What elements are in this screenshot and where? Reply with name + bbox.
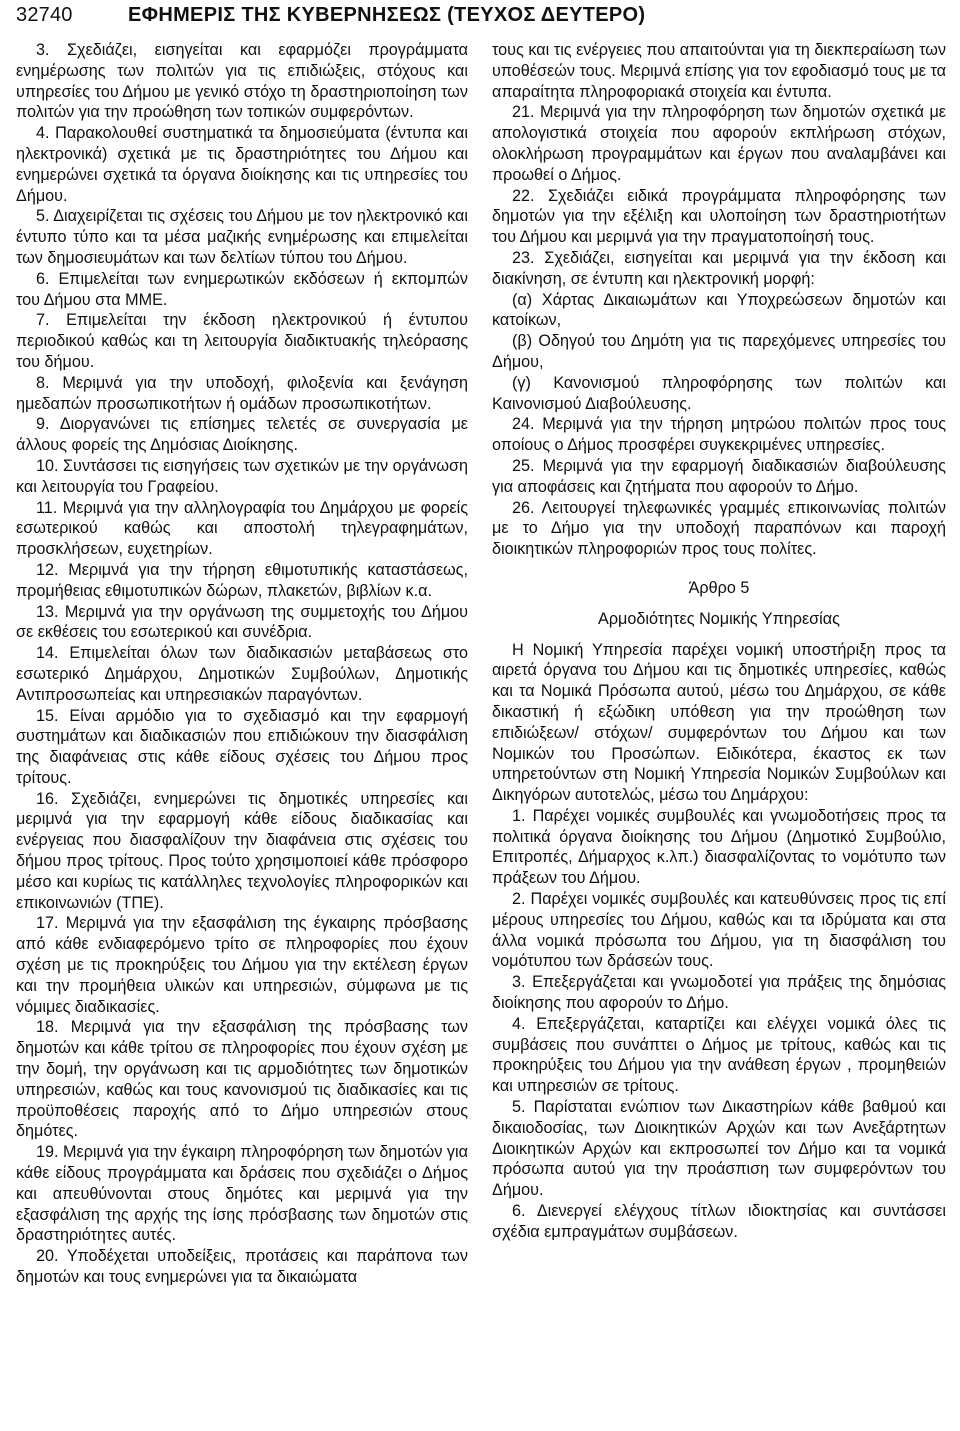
paragraph: 23. Σχεδιάζει, εισηγείται και μεριμνά για την έκδοση και διακίνηση, σε έντυπη και ηλεκτρονική μορφή: [492,248,946,288]
paragraph: 18. Μεριμνά για την εξασφάλιση της πρόσβασης των δημοτών και κάθε τρίτου σε πληροφορίες που έχουν σχέση με την δομή, την οργάνωση και τις αρμοδιότητες των δημοτικών υπηρεσιών, καθώς και τους κανονισμού τις διαδικασίες και τις προϋποθέσεις παροχής από το Δήμο υπηρεσιών στους δημότες. [16,1018,468,1141]
paragraph: 9. Διοργανώνει τις επίσημες τελετές σε συνεργασία με άλλους φορείς της Δημόσιας Διοίκησης. [16,415,468,455]
paragraph: 7. Επιμελείται την έκδοση ηλεκτρονικού ή έντυπου περιοδικού καθώς και τη λειτουργία διαδικτυακής τηλεόρασης του δήμου. [16,311,468,371]
paragraph: 12. Μεριμνά για την τήρηση εθιμοτυπικής καταστάσεως, προμήθειας εθιμοτυπικών δώρων, πλακετών, βιβλίων κ.α. [16,560,468,600]
paragraph: 5. Παρίσταται ενώπιον των Δικαστηρίων κάθε βαθμού και δικαιοδοσίας, των Διοικητικών Αρχών και των Ανεξάρτητων Διοικητικών Αρχών και εκπροσωπεί τον Δήμο και τα νομικά πρόσωπα αυτού για την προάσπιση των συμφερόντων του Δήμου. [492,1098,946,1200]
paragraph: 15. Είναι αρμόδιο για το σχεδιασμό και την εφαρμογή συστημάτων και διαδικασιών που επιδιώκουν την διασφάλιση της διαφάνειας στις κάθε είδους σχέσεις του Δήμου προς τρίτους. [16,706,468,787]
paragraph: 1. Παρέχει νομικές συμβουλές και γνωμοδοτήσεις προς τα πολιτικά όργανα διοίκησης του Δήμου (Δημοτικό Συμβούλιο, Επιτροπές, Δήμαρχος κ.λπ.) διασφαλίζοντας το νομότυπο των πράξεων του Δήμου. [492,806,946,888]
paragraph: 17. Μεριμνά για την εξασφάλιση της έγκαιρης πρόσβασης από κάθε ενδιαφερόμενο τρίτο σε πληροφορίες που έχουν σχέση με τις προκηρύξεις του Δήμου για την εκτέλεση έργων και την προμήθεια υλικών και υπηρεσιών, σύμφωνα με τις νόμιμες διαδικασίες. [16,914,468,1016]
paragraph: 19. Μεριμνά για την έγκαιρη πληροφόρηση των δημοτών για κάθε είδους προγράμματα και δράσεις που σχεδιάζει ο Δήμος και απευθύνονται στους δημότες και μεριμνά για την εξασφάλιση της αρχής της ίσης πρόσβασης των δημοτών στις δραστηριότητες αυτές. [16,1143,468,1245]
paragraph: τους και τις ενέργειες που απαιτούνται για τη διεκπεραίωση των υποθέσεών τους. Μεριμνά επίσης για τον εφοδιασμό τους με τα απαραίτητα πληροφοριακά στοιχεία και έντυπα. [492,41,947,101]
page-header [16,2,944,36]
paragraph: 14. Επιμελείται όλων των διαδικασιών μεταβάσεως στο εσωτερικό Δημάρχου, Δημοτικών Συμβούλων, Δημοτικής Αντιπροσωπείας και υπηρεσιακών παραγόντων. [16,644,468,704]
page-number: 32740 [16,4,73,26]
paragraph: 2. Παρέχει νομικές συμβουλές και κατευθύνσεις προς τις επί μέρους υπηρεσίες του Δήμου, καθώς και τα ιδρύματα και στα άλλα νομικά πρόσωπα του Δήμου, για τη διασφάλιση του νομότυπου των δράσεών τους. [492,890,946,971]
paragraph: 6. Διενεργεί ελέγχους τίτλων ιδιοκτησίας και συντάσσει σχέδια εμπραγμάτων συμβάσεων. [492,1202,946,1241]
article-title: Άρθρο 5 [688,578,750,597]
paragraph: 5. Διαχειρίζεται τις σχέσεις του Δήμου με τον ηλεκτρονικό και έντυπο τύπο και τα μέσα μαζικής ενημέρωσης και επιμελείται των δημοσιευμάτων και των δελτίων τύπου του Δήμου. [16,207,468,267]
paragraph: 11. Μεριμνά για την αλληλογραφία του Δημάρχου με φορείς εσωτερικού καθώς και αποστολή τηλεγραφημάτων, προσκλήσεων, ευχετηρίων. [16,498,468,559]
gazette-title: ΕΦΗΜΕΡΙΣ ΤΗΣ ΚΥΒΕΡΝΗΣΕΩΣ (ΤΕΥΧΟΣ ΔΕΥΤΕΡΟ) [128,4,646,26]
paragraph: 3. Επεξεργάζεται και γνωμοδοτεί για πράξεις της δημόσιας διοίκησης που αφορούν το Δήμο. [492,973,946,1013]
paragraph: 16. Σχεδιάζει, ενημερώνει τις δημοτικές υπηρεσίες και μεριμνά για την εφαρμογή κάθε είδους διαδικασίας και ενέργειας που διασφαλίζουν την διαφάνεια στις σχέσεις του δήμου προς τρίτους. Προς τούτο χρησιμοποιεί κάθε πρόσφορο μέσο και κυρίως τις κατάλληλες τεχνολογίες πληροφορικών και επικοινωνιών (ΤΠΕ). [16,789,468,912]
paragraph: (β) Οδηγού του Δημότη για τις παρεχόμενες υπηρεσίες του Δήμου, [492,332,946,371]
paragraph: (γ) Κανονισμού πληροφόρησης των πολιτών και Καινονισμού Διαβούλευσης. [492,373,946,413]
paragraph: 4. Παρακολουθεί συστηματικά τα δημοσιεύματα (έντυπα και ηλεκτρονικά) σχετικά με τις δραστηριότητες του Δήμου και ενημερώνει σχετικά τα όργανα διοίκησης και τις υπηρεσίες του Δήμου. [16,124,468,205]
paragraph: 10. Συντάσσει τις εισηγήσεις των σχετικών με την οργάνωση και λειτουργία του Γραφείου. [16,456,468,496]
right-column [492,40,946,1243]
paragraph: 3. Σχεδιάζει, εισηγείται και εφαρμόζει προγράμματα ενημέρωσης των πολιτών για τις επιδιώξεις, στόχους και υπηρεσίες του Δήμου με γενικό στόχο τη δραστηριοποίηση των πολιτών για την προώθηση των τοπικών συμφερόντων. [16,41,468,122]
paragraph: 25. Μεριμνά για την εφαρμογή διαδικασιών διαβούλευσης για αποφάσεις και ζητήματα που αφορούν το Δήμο. [492,456,946,496]
paragraph: 20. Υποδέχεται υποδείξεις, προτάσεις και παράπονα των δημοτών και τους ενημερώνει για τα δικαιώματα [16,1247,468,1287]
paragraph: 8. Μεριμνά για την υποδοχή, φιλοξενία και ξενάγηση ημεδαπών προσωπικοτήτων ή ομάδων προσωπικοτήτων. [16,373,468,413]
paragraph: 22. Σχεδιάζει ειδικά προγράμματα πληροφόρησης των δημοτών για την εξέλιξη και υλοποίηση των δραστηριοτήτων του Δήμου και μεριμνά για την πραγματοποίησή τους. [492,186,946,247]
paragraph: 6. Επιμελείται των ενημερωτικών εκδόσεων ή εκπομπών του Δήμου στα ΜΜΕ. [16,269,468,309]
paragraph: 24. Μεριμνά για την τήρηση μητρώου πολιτών προς τους οποίους ο Δήμος προσφέρει συγκεκριμένες υπηρεσίες. [492,415,946,455]
paragraph: (α) Χάρτας Δικαιωμάτων και Υποχρεώσεων δημοτών και κατοίκων, [492,290,946,330]
paragraph: 21. Μεριμνά για την πληροφόρηση των δημοτών σχετικά με απολογιστικά στοιχεία που αφορούν εκπλήρωση στόχων, ολοκλήρωση προγραμμάτων και έργων που αναλαμβάνει και προωθεί ο Δήμος. [492,103,946,184]
paragraph: 26. Λειτουργεί τηλεφωνικές γραμμές επικοινωνίας πολιτών με το Δήμο για την υποδοχή παραπόνων και παροχή διοικητικών πληροφοριών προς τους πολίτες. [492,498,946,559]
article-subtitle: Αρμοδιότητες Νομικής Υπηρεσίας [598,609,840,628]
left-column [16,40,468,1288]
paragraph: 13. Μεριμνά για την οργάνωση της συμμετοχής του Δήμου σε εκθέσεις του εσωτερικού και συνέδρια. [16,602,468,642]
paragraph: 4. Επεξεργάζεται, καταρτίζει και ελέγχει νομικά όλες τις συμβάσεις που συνάπτει ο Δήμος με τρίτους, καθώς και τις προκηρύξεις του Δήμου για την ανάθεση έργων , προμηθειών και υπηρεσιών σε τρίτους. [492,1014,946,1096]
paragraph: Η Νομική Υπηρεσία παρέχει νομική υποστήριξη προς τα αιρετά όργανα του Δήμου και τις δημοτικές υπηρεσίες, καθώς και τα Νομικά Πρόσωπα αυτού, μέσω του Δημάρχου, σε κάθε δικαστική ή εξώδικη υπόθεση για την προώθηση των επιδιώξεων/ στόχων/ συμφερόντων του Δήμου και των Νομικών του Προσώπων. Ειδικότερα, έκαστος εκ των υπηρετούντων στη Νομική Υπηρεσία Νομικών Συμβούλων και Δικηγόρων αυτοτελώς, μέσω του Δημάρχου: [492,640,946,805]
